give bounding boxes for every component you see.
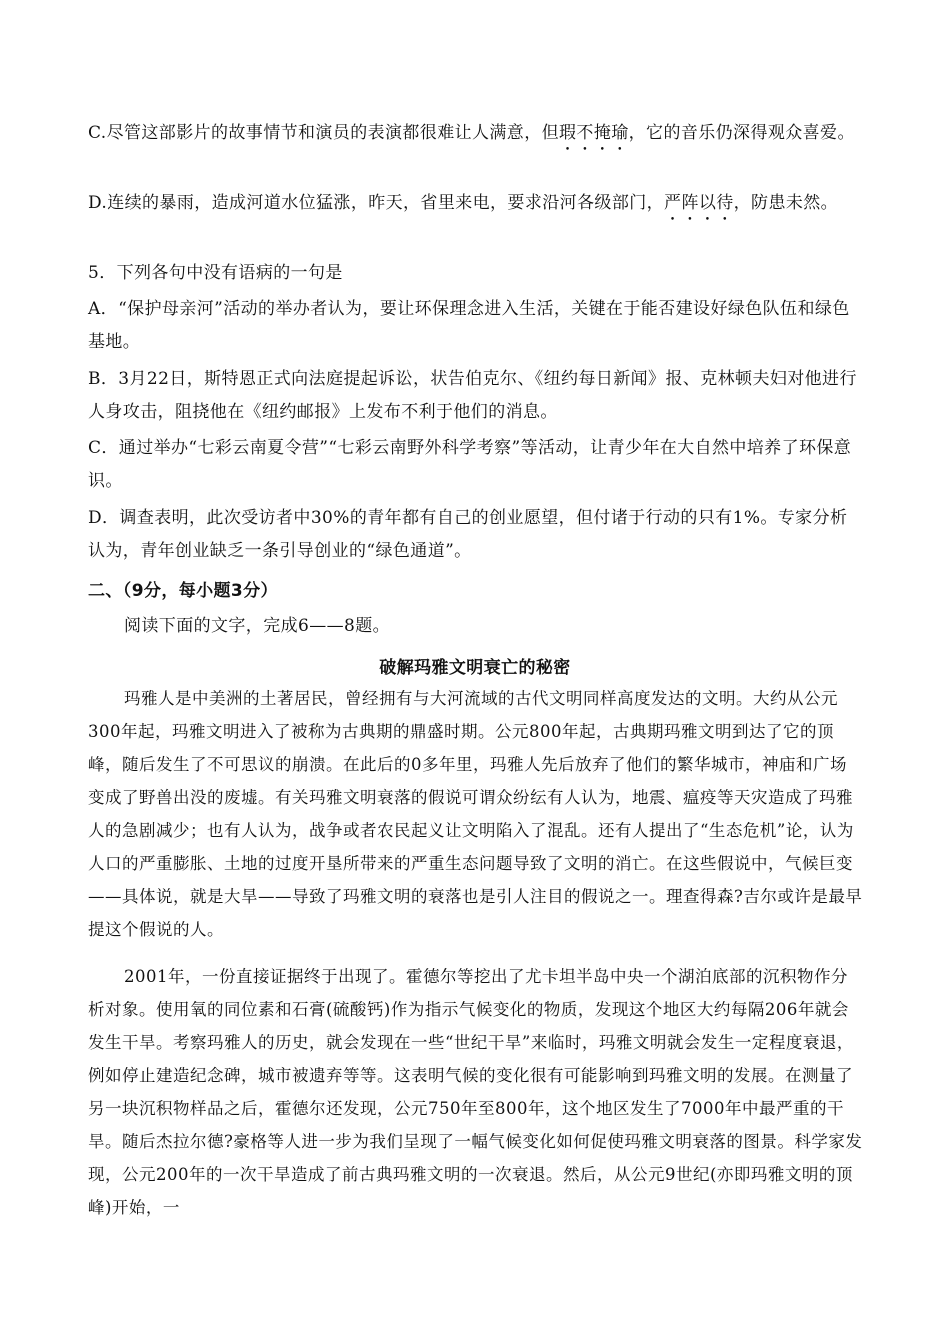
section-instruction: 阅读下面的文字，完成6——8题。: [124, 616, 391, 636]
q5-stem: 5．下列各句中没有语病的一句是: [88, 263, 343, 283]
section-heading: 二、（9分，每小题3分）: [88, 581, 278, 601]
q4-option-d: [88, 187, 863, 220]
article-paragraph-1: 玛雅人是中美洲的土著居民，曾经拥有与大河流域的古代文明同样高度发达的文明。大约从公元300年起，玛雅文明进入了被称为古典期的鼎盛时期。公元800年起，古典期玛雅文明到达了它的顶峰，随后发生了不可思议的崩溃。在此后的0多年里，玛雅人先后放弃了他们的繁华城市，神庙和广场变成了野兽出没的废墟。有关玛雅文明衰落的假说可谓众纷纭有人认为，地震、瘟疫等天灾造成了玛雅人的急剧减少；也有人认为，战争或者农民起义让文明陷入了混乱。还有人提出了“生态危机”论，认为人口的严重膨胀、土地的过度开垦所带来的严重生态问题导致了文明的消亡。在这些假说中，气候巨变——具体说，就是大旱——导致了玛雅文明的衰落也是引人注目的假说之一。理查得森?吉尔或许是最早提这个假说的人。: [88, 689, 863, 939]
q5-option-a: A．“保护母亲河”活动的举办者认为，要让环保理念进入生活，关键在于能否建设好绿色队伍和绿色基地。: [88, 299, 850, 352]
q4-option-c-text-end: ，它的音乐仍深得观众喜爱。: [628, 123, 855, 143]
dotted-char: 严: [664, 193, 682, 213]
dotted-char: 不: [576, 123, 594, 143]
q4-option-c-text: C.尽管这部影片的故事情节和演员的表演都很难让人满意，但: [88, 123, 560, 143]
dotted-char: 掩: [593, 123, 612, 143]
q5-option-c: C．通过举办“七彩云南夏令营”“七彩云南野外科学考察”等活动，让青少年在大自然中培养了环保意识。: [88, 438, 852, 491]
dotted-char: 阵: [681, 193, 699, 213]
article-title: 破解玛雅文明衰亡的秘密: [379, 658, 571, 678]
q4-option-d-text-end: ，防患未然。: [733, 193, 839, 213]
dotted-char: 待: [716, 193, 734, 213]
q5-option-b: B．3月22日，斯特恩正式向法庭提起诉讼，状告伯克尔、《纽约每日新闻》报、克林顿夫妇对他进行人身攻击，阻挠他在《纽约邮报》上发布不利于他们的消息。: [88, 369, 857, 422]
q4-option-c: [88, 117, 863, 150]
dotted-char: 以: [698, 193, 717, 213]
article-paragraph-2: 2001年，一份直接证据终于出现了。霍德尔等挖出了尤卡坦半岛中央一个湖泊底部的沉积物作分析对象。使用氧的同位素和石膏(硫酸钙)作为指示气候变化的物质，发现这个地区大约每隔206年就会发生干旱。考察玛雅人的历史，就会发现在一些“世纪干旱”来临时，玛雅文明就会发生一定程度衰退，例如停止建造纪念碑，城市被遗弃等等。这表明气候的变化很有可能影响到玛雅文明的发展。在测量了另一块沉积物样品之后，霍德尔还发现，公元750年至800年，这个地区发生了7000年中最严重的干旱。随后杰拉尔德?豪格等人进一步为我们呈现了一幅气候变化如何促使玛雅文明衰落的图景。科学家发现，公元200年的一次干旱造成了前古典玛雅文明的一次衰退。然后，从公元9世纪(亦即玛雅文明的顶峰)开始，一: [88, 967, 863, 1217]
dotted-char: 瑕: [559, 123, 577, 143]
q5-option-d: D．调查表明，此次受访者中30%的青年都有自己的创业愿望，但付诸于行动的只有1%。专家分析认为，青年创业缺乏一条引导创业的“绿色通道”。: [88, 508, 848, 561]
dotted-char: 瑜: [611, 123, 629, 143]
q4-option-d-text: D.连续的暴雨，造成河道水位猛涨，昨天，省里来电，要求沿河各级部门，: [88, 193, 665, 213]
